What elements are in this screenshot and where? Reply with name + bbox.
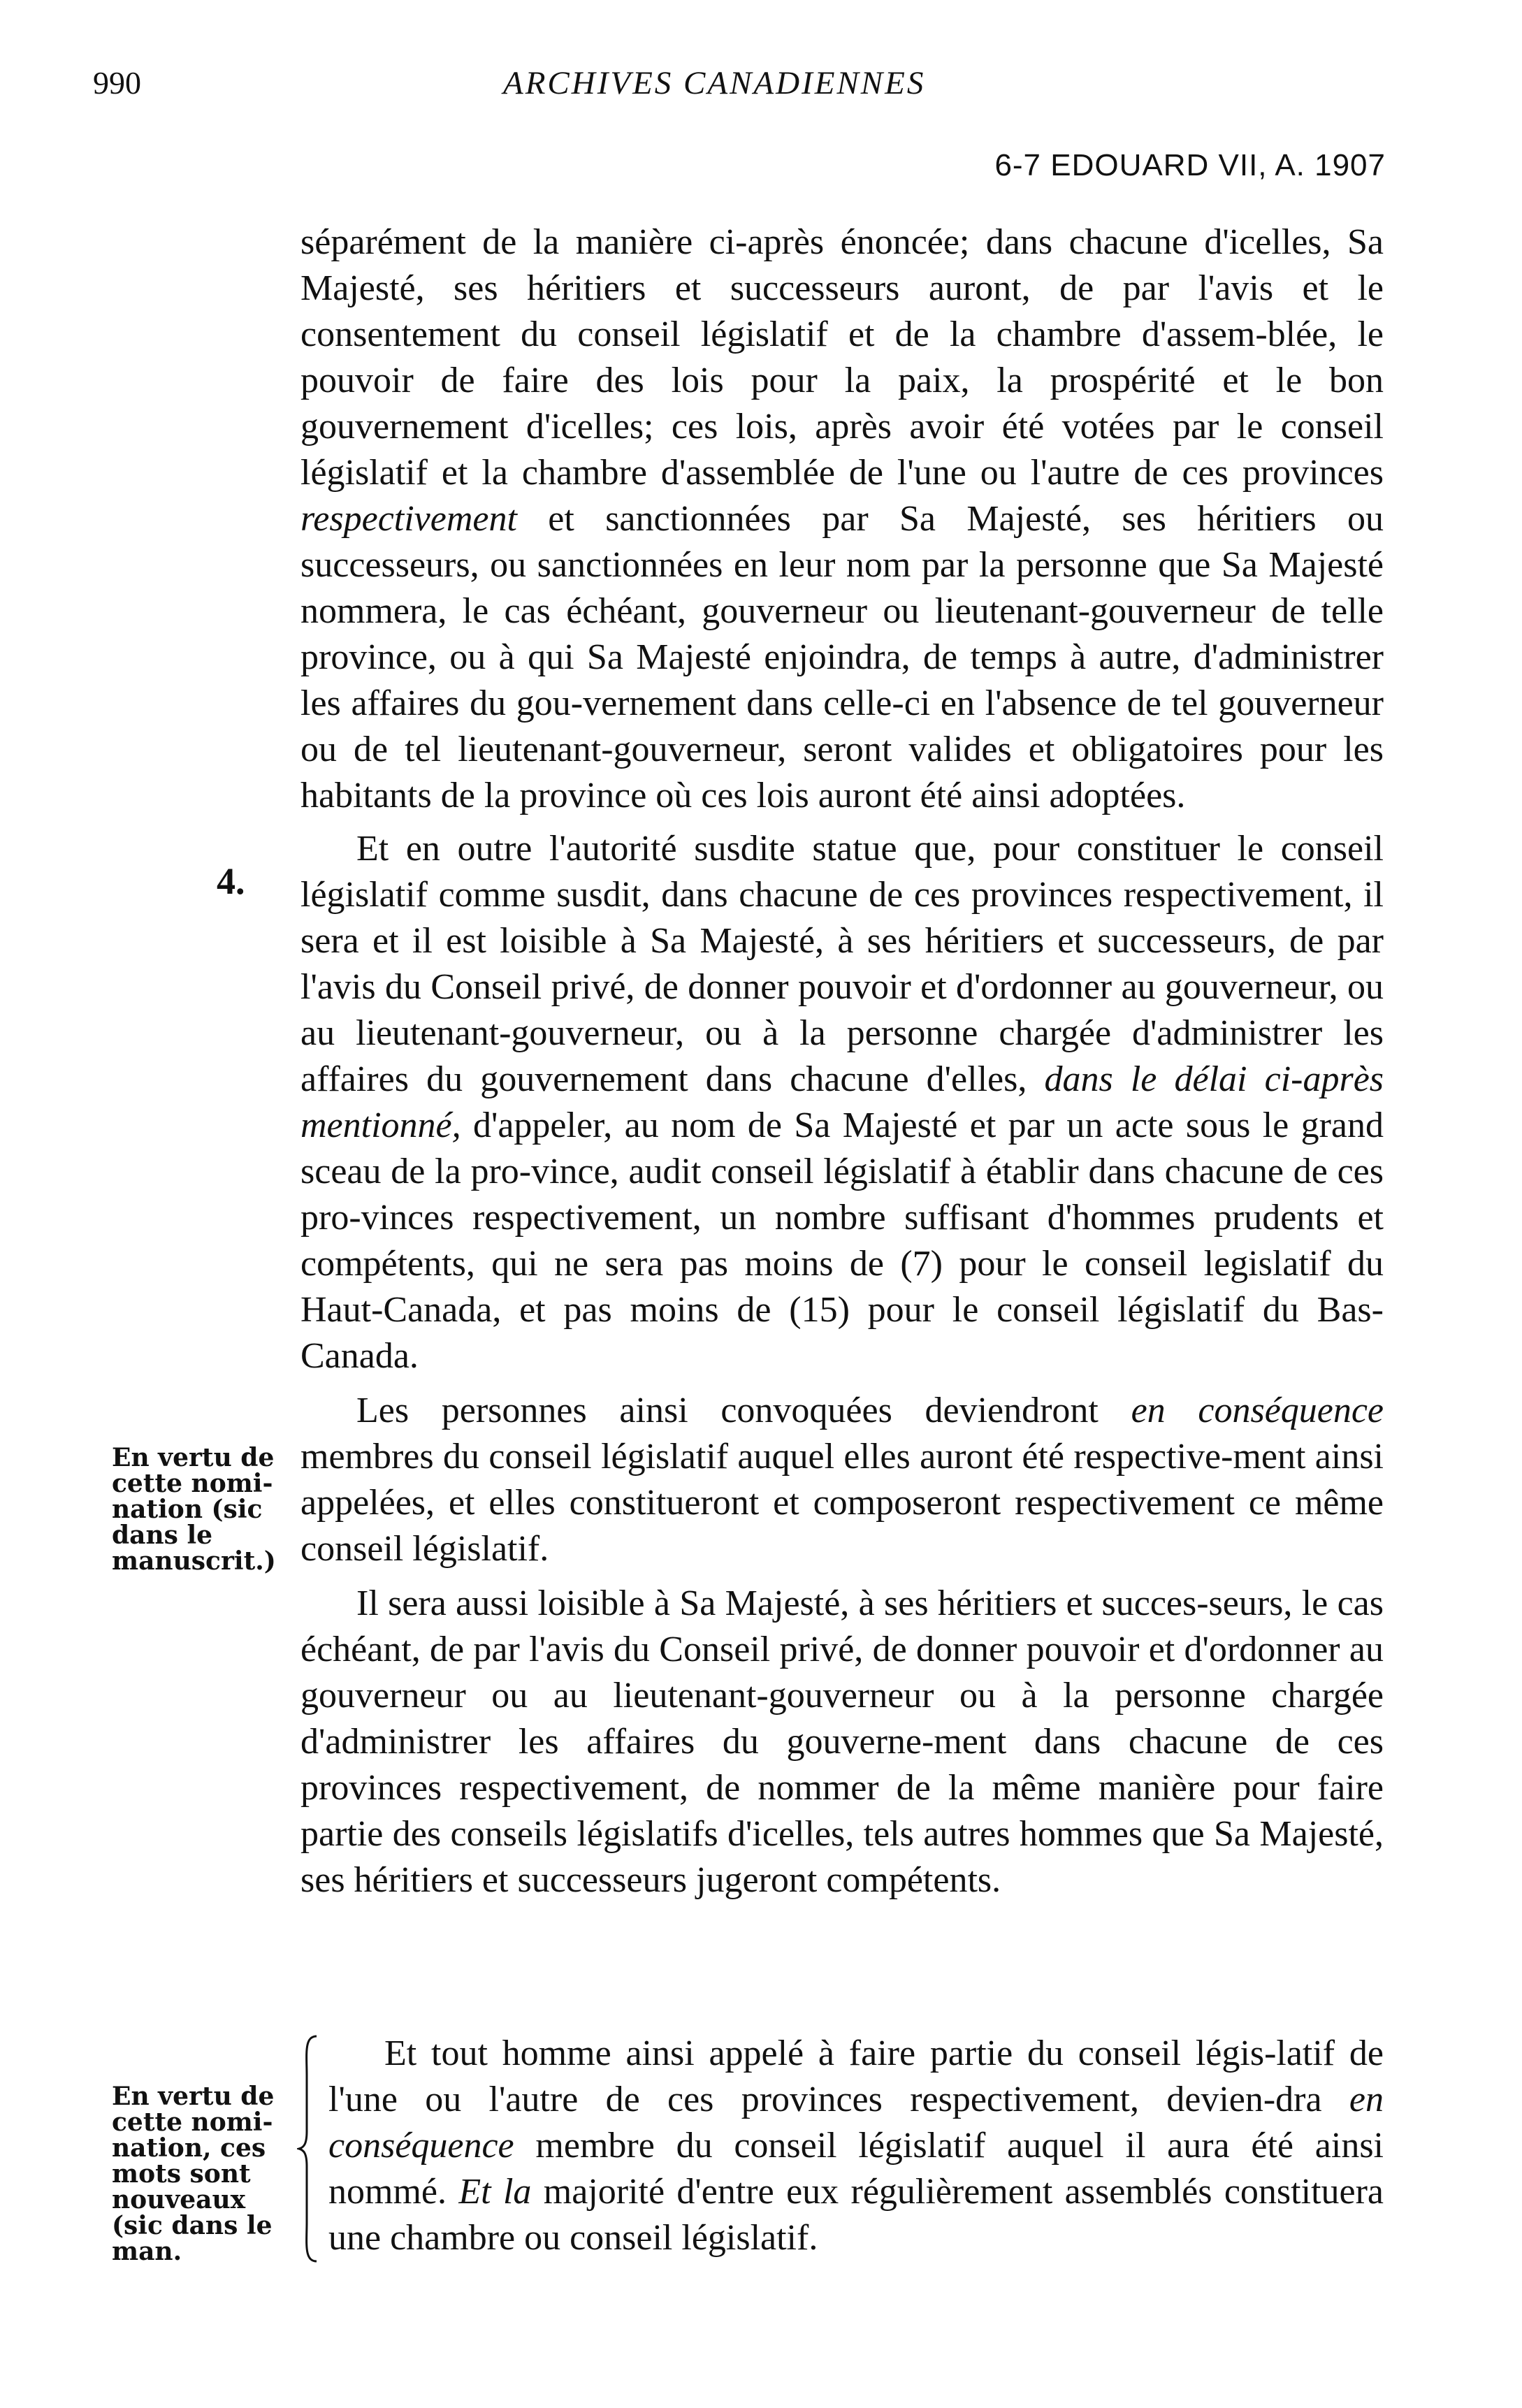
paragraph-2-text: Et en outre l'autorité susdite statue que, pour constituer le conseil législatif comme susdit, dans chacune de ces provinces respectivement, il sera et il est loisible à Sa Majesté, à ses héritiers et successeurs, de par l'avis du Conseil privé, de donner pouvoir et d'ordonner au gouverneur, ou au lieutenant-gouverneur, ou à la personne chargée d'administrer les affaires du gouvernement dans chacune d'elles, bbox=[300, 829, 1384, 1099]
paragraph-5-text: Et tout homme ainsi appelé à faire partie du conseil légis-latif de l'une ou l'autre de ces provinces respectivement, devien-dra bbox=[328, 2033, 1384, 2119]
paragraph-4-text: Il sera aussi loisible à Sa Majesté, à ses héritiers et succes-seurs, le cas échéant, de par l'avis du Conseil privé, de donner pouvoir et d'ordonner au gouverneur ou au lieutenant-gouverneur ou à la personne chargée d'administrer les affaires du gouverne-ment dans chacune de ces provinces respectivement, de nommer de la même manière pour faire partie des conseils législatifs d'icelles, tels autres hommes que Sa Majesté, ses héritiers et successeurs jugeront compétents. bbox=[300, 1583, 1384, 1900]
paragraph-2-text-cont: d'appeler, au nom de Sa Majesté et par un acte sous le grand sceau de la pro-vince, audit conseil législatif à établir dans chacune de ces pro-vinces respectivement, un nombre suffisant d'hommes prudents et compétents, qui ne sera pas moins de (7) pour le conseil legislatif du Haut-Canada, et pas moins de (15) pour le conseil législatif du Bas-Canada. bbox=[300, 1105, 1384, 1376]
bracketed-text-block bbox=[328, 2031, 1384, 2261]
regnal-year: 6-7 EDOUARD VII, A. 1907 bbox=[994, 148, 1386, 182]
margin-note-nomination-sic: En vertu de cette nomi-nation (sic dans le manuscrit.) bbox=[112, 1443, 276, 1576]
paragraph-3 bbox=[300, 1388, 1384, 1572]
paragraph-1-text: séparément de la manière ci-après énoncée; dans chacune d'icelles, Sa Majesté, ses héritiers et successeurs auront, de par l'avis et le consentement du conseil législatif et de la chambre d'assem-blée, le pouvoir de faire des lois pour la paix, la prospérité et le bon gouvernement d'icelles; ces lois, après avoir été votées par le conseil législatif et la chambre d'assemblée de l'une ou l'autre de ces provinces bbox=[300, 222, 1384, 493]
curly-brace-icon bbox=[297, 2033, 319, 2264]
paragraph-1-text-cont: et sanctionnées par Sa Majesté, ses héritiers ou successeurs, ou sanctionnées en leur nom par la personne que Sa Majesté nommera, le cas échéant, gouverneur ou lieutenant-gouverneur de telle province, ou à qui Sa Majesté enjoindra, de temps à autre, d'administrer les affaires du gou-vernement dans celle-ci en l'absence de tel gouverneur ou de tel lieutenant-gouverneur, seront valides et obligatoires pour les habitants de la province où ces lois auront été ainsi adoptées. bbox=[300, 499, 1384, 815]
paragraph-4 bbox=[300, 1581, 1384, 1903]
section-number: 4. bbox=[217, 860, 245, 902]
paragraph-1-emphasis: respectivement bbox=[300, 499, 517, 539]
paragraph-5-emphasis-2: Et la bbox=[458, 2172, 532, 2212]
page-number: 990 bbox=[93, 65, 141, 101]
paragraph-1 bbox=[300, 219, 1384, 819]
paragraph-5-text-cont: membre du conseil législatif auquel il aura été ainsi nommé. bbox=[328, 2126, 1384, 2212]
paragraph-2-emphasis: dans le délai ci-après mentionné, bbox=[300, 1059, 1384, 1145]
margin-note-new-words: En vertu de cette nomi-nation, ces mots sont nouveaux (sic dans le man. bbox=[112, 2082, 275, 2266]
paragraph-2 bbox=[300, 826, 1384, 1379]
running-head: ARCHIVES CANADIENNES bbox=[503, 65, 926, 101]
main-text-column bbox=[300, 219, 1384, 1903]
paragraph-5 bbox=[328, 2031, 1384, 2261]
paragraph-5-text-end: majorité d'entre eux régulièrement assemblés constituera une chambre ou conseil législatif. bbox=[328, 2172, 1384, 2258]
paragraph-3-emphasis: en conséquence bbox=[1131, 1391, 1384, 1430]
paragraph-3-text: Les personnes ainsi convoquées deviendront bbox=[356, 1391, 1099, 1430]
paragraph-5-emphasis-1: en conséquence bbox=[328, 2080, 1384, 2166]
paragraph-3-text-cont: membres du conseil législatif auquel elles auront été respective-ment ainsi appelées, et elles constitueront et composeront respectivement ce même conseil législatif. bbox=[300, 1437, 1384, 1569]
